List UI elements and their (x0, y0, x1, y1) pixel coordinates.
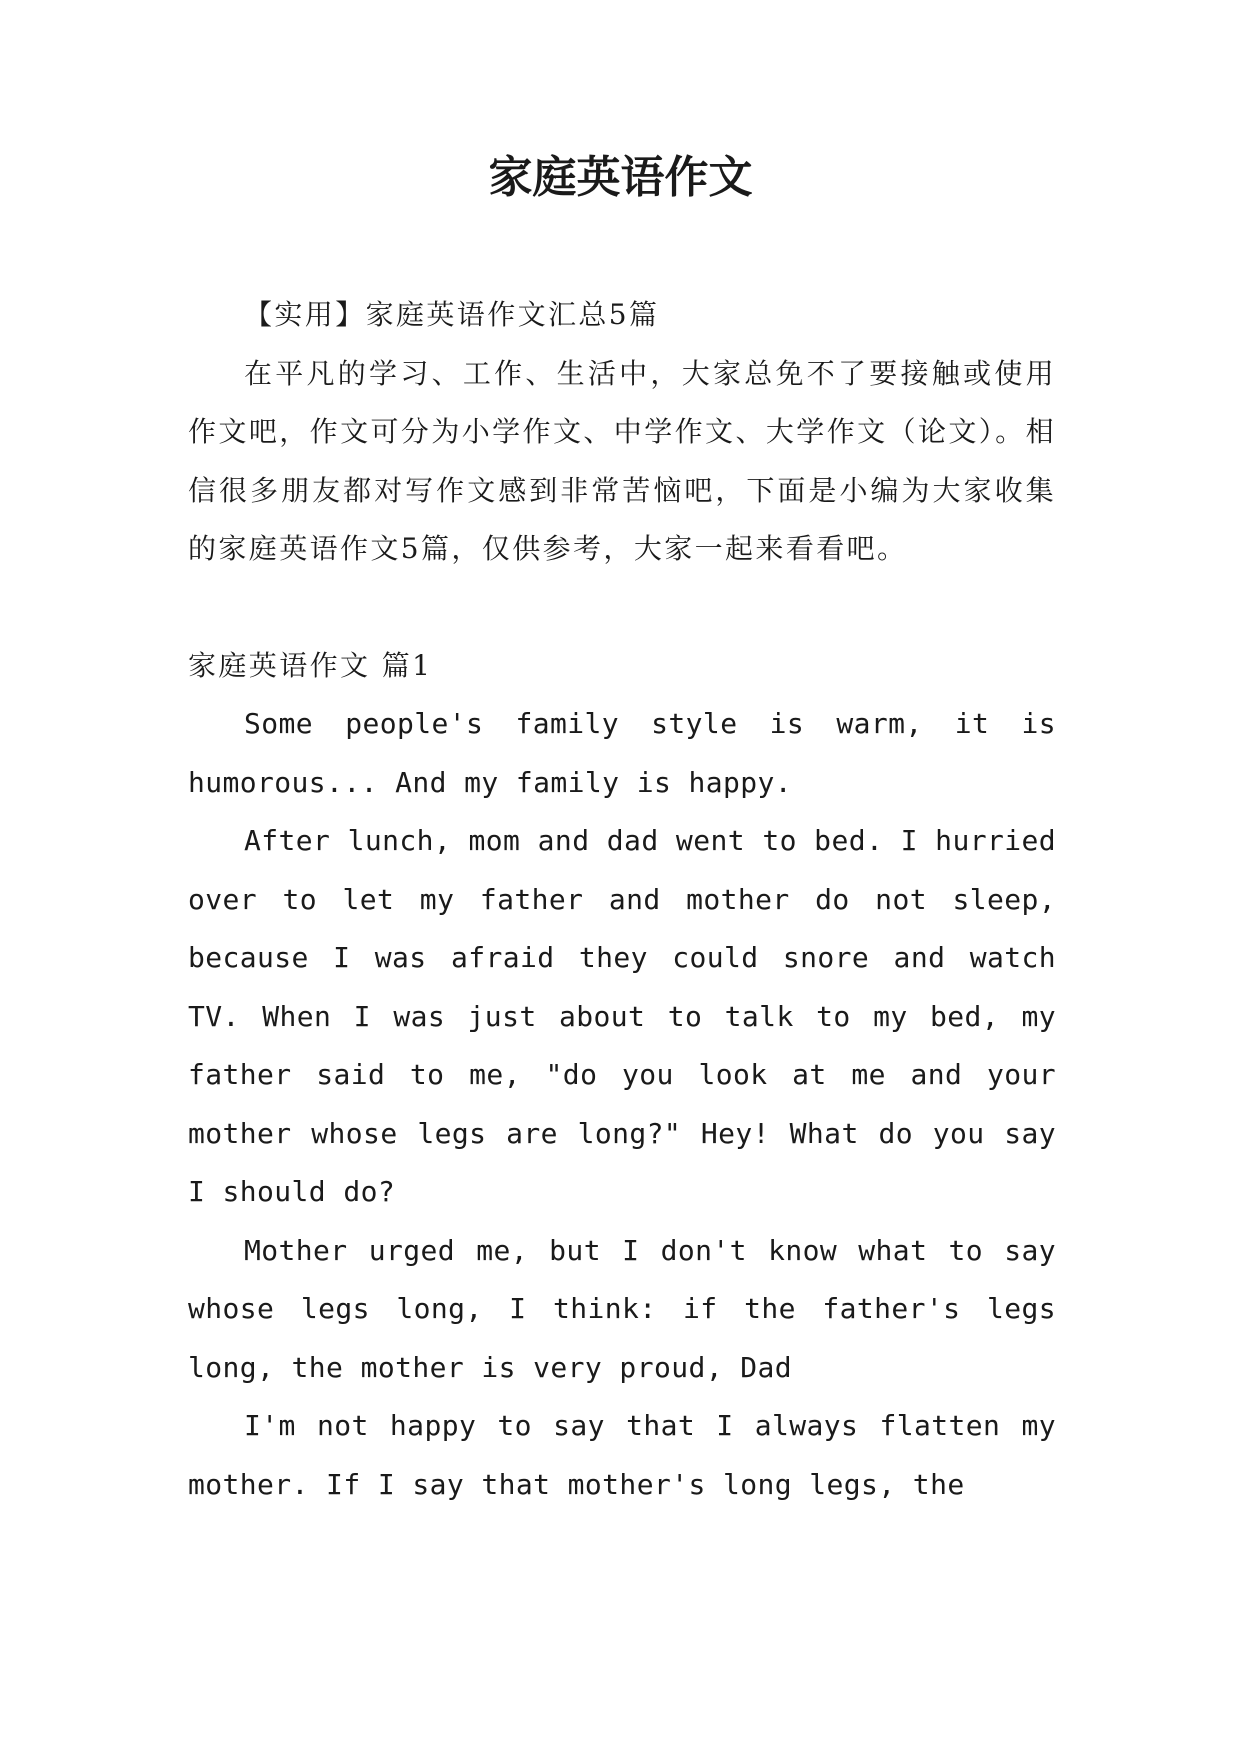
document-body (188, 286, 1056, 1514)
essay-paragraph: Some people's family style is warm, it is humorous... And my family is happy. (188, 707, 1056, 799)
intro-paragraph: 在平凡的学习、工作、生活中，大家总免不了要接触或使用作文吧，作文可分为小学作文、中学作文、大学作文（论文）。相信很多朋友都对写作文感到非常苦恼吧，下面是小编为大家收集的家庭英语作文5篇，仅供参考，大家一起来看看吧。 (188, 356, 1056, 565)
section-spacer (188, 579, 1056, 637)
essay-paragraph: After lunch, mom and dad went to bed. I hurried over to let my father and mother do not sleep, because I was afraid they could snore and watch TV. When I was just about to talk to my bed, my father said to me, "do you look at me and your mother whose legs are long?" Hey! What do you say I should do? (188, 824, 1056, 1208)
intro-heading: 【实用】家庭英语作文汇总5篇 (244, 298, 660, 331)
section-heading: 家庭英语作文 篇1 (188, 648, 433, 682)
essay-paragraph: I'm not happy to say that I always flatten my mother. If I say that mother's long legs, the (188, 1409, 1056, 1501)
essay-paragraph: Mother urged me, but I don't know what to say whose legs long, I think: if the father's legs long, the mother is very proud, Dad (188, 1233, 1056, 1384)
document-title: 家庭英语作文 (488, 152, 753, 203)
